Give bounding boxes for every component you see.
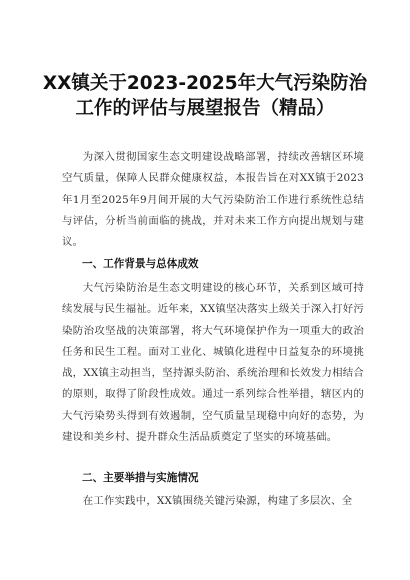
section-2-paragraph: 在工作实践中，XX镇围绕关键污染源，构建了多层次、全 xyxy=(82,495,353,507)
section-2-heading: 二、主要举措与实施情况 xyxy=(82,472,199,484)
document-title-line-2: 工作的评估与展望报告（精品） xyxy=(75,98,335,119)
section-1-heading: 一、工作背景与总体成效 xyxy=(82,258,199,270)
section-1-paragraph: 大气污染防治是生态文明建设的核心环节，关系到区域可持续发展与民生福祉。近年来，XX镇坚决落实上级关于深入打好污染防治攻坚战的决策部署，将大气环境保护作为一项重大的政治任务和民生工程。面对工业化、城镇化进程中日益复杂的环境挑战，XX镇主动担当，坚持源头防治、系统治理和长效发力相结合的原则，取得了阶段性成效。通过一系列综合性举措，辖区内的大气污染势头得到有效遏制，空气质量呈现稳中向好的态势，为建设和美乡村、提升群众生活品质奠定了坚实的环境基础。 xyxy=(62,282,364,444)
intro-paragraph: 为深入贯彻国家生态文明建设战略部署，持续改善辖区环境空气质量，保障人民群众健康权益，本报告旨在对XX镇于2023年1月至2025年9月间开展的大气污染防治工作进行系统性总结与评估，分析当前面临的挑战，并对未来工作方向提出规划与建议。 xyxy=(62,151,364,249)
document-title-line-1: XX镇关于2023-2025年大气污染防治 xyxy=(42,73,368,94)
